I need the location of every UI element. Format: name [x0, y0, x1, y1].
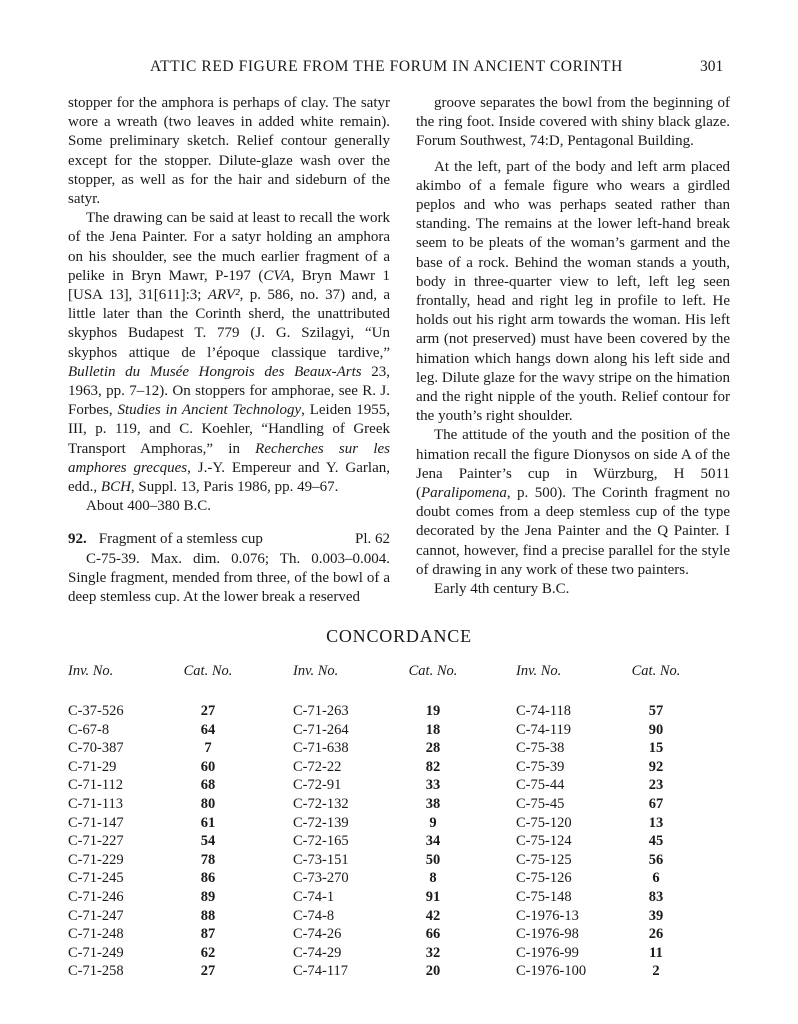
inventory-number: C-74-26 [293, 926, 342, 943]
catalogue-number: 67 [648, 795, 664, 812]
concordance-row [68, 925, 238, 944]
concordance-row [293, 832, 463, 851]
catalogue-number: 50 [425, 851, 441, 868]
inventory-number: C-71-29 [68, 758, 117, 775]
plate-reference: Pl. 62 [354, 531, 390, 548]
inventory-number: C-74-29 [293, 944, 342, 961]
catalogue-number: 80 [200, 795, 216, 812]
catalogue-number: 62 [200, 944, 216, 961]
entry-number: 92. [68, 531, 87, 548]
concordance-row [293, 869, 463, 888]
catalogue-number: 42 [425, 907, 441, 924]
concordance-row [516, 721, 686, 740]
inventory-number: C-75-38 [516, 740, 565, 757]
catalogue-number: 82 [425, 758, 441, 775]
right-para-2: At the left, part of the body and left arm placed akimbo of a female figure who wears a girdled peplos and who was perhaps seated rather than standing. The remains at the lower left-hand break seem to be pleats of the woman’s garment and the base of a rock. Behind the woman stands a youth, body in three-quarter view to left, left leg seen frontally, head and right leg in profile to left. He holds out his right arm towards the woman. His left arm (not preserved) must have been covered by the himation which hangs down along his left side and leg. Dilute glaze for the wavy stripe on the himation and the right nipple of the youth. Relief contour for the youth’s right shoulder. [416, 158, 730, 425]
concordance-row [516, 907, 686, 926]
inventory-number: C-71-227 [68, 833, 124, 850]
running-title: ATTIC RED FIGURE FROM THE FORUM IN ANCIENT CORINTH [150, 58, 623, 75]
inventory-number: C-71-263 [293, 703, 349, 719]
catalogue-number: 13 [648, 814, 664, 831]
left-para-2: The drawing can be said at least to recall the work of the Jena Painter. For a satyr holding an amphora on his shoulder, see the much earlier fragment of a pelike in Bryn Mawr, P-197 (CVA, Bryn Mawr 1 [USA 13], 31[611]:3; ARV², p. 586, no. 37) and, a little later than the Corinth sherd, the unattributed skyphos Budapest T. 779 (J. G. Szilagyi, “Un skyphos attique de l’époque classique tardive,” Bulletin du Musée Hongrois des Beaux-Arts 23, 1963, pp. 7–12). On stoppers for amphorae, see R. J. Forbes, Studies in Ancient Technology, Leiden 1955, III, p. 119, and C. Koehler, “Handling of Greek Transport Amphoras,” in Recherches sur les amphores grecques, J.-Y. Empereur and Y. Garlan, edd., BCH, Suppl. 13, Paris 1986, pp. 49–67. [68, 210, 390, 496]
concordance-row [68, 758, 238, 777]
right-para-1: groove separates the bowl from the beginning of the ring foot. Inside covered with shiny black glaze. Forum Southwest, 74:D, Pentagonal Building. [416, 95, 730, 150]
inventory-number: C-71-249 [68, 944, 124, 961]
date-line-2: Early 4th century B.C. [434, 581, 570, 598]
concordance-row [68, 962, 238, 981]
concordance-header-1: Inv. No. Cat. No. [68, 663, 233, 679]
catalogue-number: 92 [648, 758, 664, 775]
inventory-number: C-71-113 [68, 795, 124, 812]
concordance-column-3 [516, 702, 686, 981]
inventory-number: C-71-638 [293, 740, 349, 757]
catalogue-number: 27 [200, 963, 216, 980]
inventory-number: C-71-229 [68, 851, 124, 868]
catalogue-number: 78 [200, 851, 216, 868]
concordance-row [293, 944, 463, 963]
inventory-number: C-73-270 [293, 870, 349, 887]
inventory-number: C-74-8 [293, 907, 335, 924]
catalogue-number: 54 [200, 833, 216, 850]
inventory-number: C-74-118 [516, 703, 572, 719]
catalogue-number: 20 [425, 963, 441, 980]
catalogue-number: 88 [200, 907, 216, 924]
inventory-number: C-71-246 [68, 888, 124, 905]
concordance-row [516, 795, 686, 814]
concordance-row [516, 869, 686, 888]
concordance-row [293, 962, 463, 981]
catalogue-number: 89 [200, 888, 216, 905]
catalogue-number: 87 [200, 926, 216, 943]
page-number: 301 [700, 58, 724, 75]
concordance-row [293, 776, 463, 795]
inventory-number: C-74-119 [516, 721, 572, 738]
concordance-row [68, 739, 238, 758]
catalogue-number: 23 [648, 777, 664, 794]
catalogue-number: 68 [200, 777, 216, 794]
concordance-row [68, 814, 238, 833]
inventory-number: C-71-245 [68, 870, 124, 887]
inventory-number: C-71-264 [293, 721, 349, 738]
concordance-row [68, 795, 238, 814]
concordance-row [516, 758, 686, 777]
inventory-number: C-75-124 [516, 833, 572, 850]
left-column [68, 94, 390, 607]
catalogue-number: 60 [200, 758, 216, 775]
catalogue-number: 90 [648, 721, 664, 738]
concordance-row [68, 944, 238, 963]
concordance-row [516, 962, 686, 981]
concordance-row [516, 739, 686, 758]
concordance-row [516, 702, 686, 721]
catalogue-number: 26 [648, 926, 664, 943]
inventory-number: C-71-248 [68, 926, 124, 943]
inventory-number: C-75-45 [516, 795, 565, 812]
inventory-number: C-1976-98 [516, 926, 579, 943]
concordance-title: CONCORDANCE [326, 626, 472, 646]
catalogue-number: 18 [425, 721, 441, 738]
concordance-row [516, 832, 686, 851]
inventory-number: C-1976-100 [516, 963, 587, 980]
inventory-number: C-1976-99 [516, 944, 579, 961]
inventory-number: C-71-147 [68, 814, 124, 831]
concordance-column-1 [68, 702, 238, 981]
catalogue-number: 61 [200, 814, 216, 831]
inventory-number: C-72-132 [293, 795, 349, 812]
catalogue-number: 38 [425, 795, 441, 812]
concordance-row [68, 888, 238, 907]
inventory-number: C-67-8 [68, 721, 110, 738]
concordance-row [293, 888, 463, 907]
concordance-row [68, 851, 238, 870]
catalogue-number: 45 [648, 833, 664, 850]
inventory-number: C-75-126 [516, 870, 572, 887]
inventory-number: C-37-526 [68, 703, 124, 719]
concordance-row [68, 907, 238, 926]
inventory-number: C-75-44 [516, 777, 565, 794]
concordance-row [68, 869, 238, 888]
concordance-row [293, 739, 463, 758]
inventory-number: C-1976-13 [516, 907, 579, 924]
concordance-row [68, 776, 238, 795]
inventory-number: C-74-1 [293, 888, 335, 905]
concordance-row [293, 814, 463, 833]
catalogue-number: 28 [425, 740, 441, 757]
inventory-number: C-71-247 [68, 907, 124, 924]
concordance-column-2 [293, 702, 463, 981]
inventory-number: C-71-112 [68, 777, 124, 794]
inventory-number: C-75-39 [516, 758, 565, 775]
concordance-row [516, 851, 686, 870]
concordance-row [293, 795, 463, 814]
concordance-row [516, 888, 686, 907]
catalogue-number: 8 [429, 870, 437, 887]
concordance-row [293, 907, 463, 926]
catalogue-number: 86 [200, 870, 216, 887]
inventory-number: C-75-125 [516, 851, 572, 868]
concordance-header-2: Inv. No. Cat. No. [293, 663, 458, 679]
left-para-1: stopper for the amphora is perhaps of clay. The satyr wore a wreath (two leaves in added white remain). Some preliminary sketch. Relief contour generally except for the stopper. Dilute-glaze wash over the stopper, as well as for the hair and sideburn of the satyr. [68, 95, 390, 208]
concordance-row [68, 721, 238, 740]
catalogue-number: 91 [425, 888, 441, 905]
catalogue-number: 7 [204, 740, 212, 757]
catalogue-number: 39 [648, 907, 664, 924]
concordance-row [293, 702, 463, 721]
catalogue-number: 64 [200, 721, 216, 738]
catalogue-number: 56 [648, 851, 664, 868]
entry-92-heading [68, 530, 390, 549]
inventory-number: C-75-148 [516, 888, 572, 905]
concordance-row [68, 832, 238, 851]
concordance-row [68, 702, 238, 721]
catalogue-number: 34 [425, 833, 441, 850]
concordance-row [516, 814, 686, 833]
inventory-number: C-72-22 [293, 758, 342, 775]
catalogue-number: 9 [429, 814, 437, 831]
catalogue-number: 6 [652, 870, 660, 887]
concordance-row [293, 925, 463, 944]
right-column [416, 94, 730, 599]
concordance-header-3: Inv. No. Cat. No. [516, 663, 681, 679]
inventory-number: C-75-120 [516, 814, 572, 831]
inventory-number: C-73-151 [293, 851, 349, 868]
concordance-row [293, 721, 463, 740]
entry-title: Fragment of a stemless cup [98, 531, 263, 548]
inventory-number: C-72-139 [293, 814, 349, 831]
catalogue-number: 33 [425, 777, 441, 794]
catalogue-number: 11 [649, 944, 663, 961]
catalogue-number: 32 [425, 944, 441, 961]
inventory-number: C-74-117 [293, 963, 349, 980]
catalogue-number: 2 [652, 963, 660, 980]
right-para-3: The attitude of the youth and the position of the himation recall the figure Dionysos on side A of the Jena Painter’s cup in Würzburg, H 5011 (Paralipomena, p. 500). The Corinth fragment no doubt comes from a deep stemless cup of the type decorated by the Jena Painter and the Q Painter. I cannot, however, find a precise parallel for the style of drawing in any work of these two painters. [416, 427, 730, 578]
inventory-number: C-70-387 [68, 740, 124, 757]
concordance-row [293, 758, 463, 777]
catalogue-number: 57 [648, 703, 664, 719]
catalogue-number: 15 [648, 740, 664, 757]
concordance-row [516, 925, 686, 944]
date-line-1: About 400–380 B.C. [86, 498, 212, 515]
inventory-number: C-71-258 [68, 963, 124, 980]
concordance-row [516, 776, 686, 795]
catalogue-number: 19 [425, 703, 441, 719]
concordance-row [293, 851, 463, 870]
concordance-row [516, 944, 686, 963]
entry-92-description: C-75-39. Max. dim. 0.076; Th. 0.003–0.004. Single fragment, mended from three, of the bowl of a deep stemless cup. At the lower break a reserved [68, 550, 390, 606]
catalogue-number: 27 [200, 703, 216, 719]
catalogue-number: 66 [425, 926, 441, 943]
inventory-number: C-72-91 [293, 777, 342, 794]
inventory-number: C-72-165 [293, 833, 349, 850]
catalogue-number: 83 [648, 888, 664, 905]
